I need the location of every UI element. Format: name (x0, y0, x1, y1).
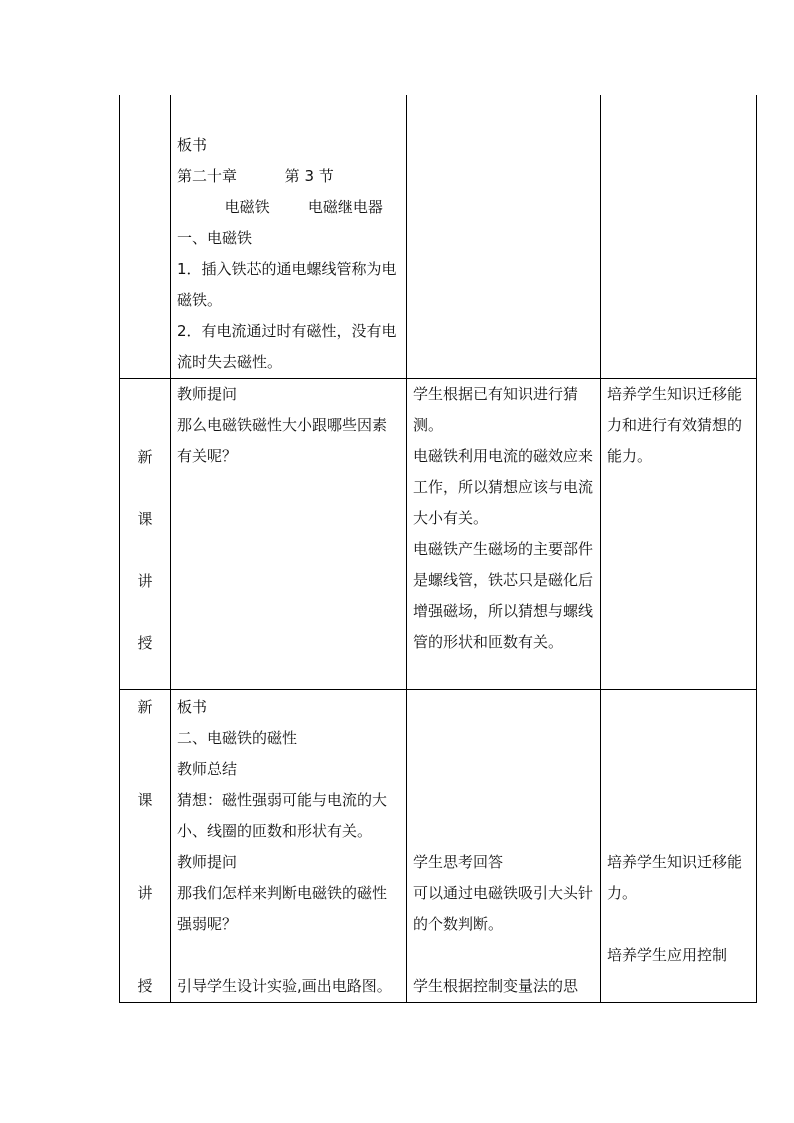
section-heading: 一、电磁铁 (177, 229, 253, 247)
design-intent-text: 培养学生知识迁移能力和进行有效猜想的能力。 (607, 385, 743, 465)
row-label-char: 新 (137, 448, 153, 466)
board-writing-heading: 板书 (177, 136, 208, 154)
chapter-line: 第二十章 第 3 节 (177, 167, 334, 185)
design-intent-text: 培养学生知识迁移能力。 (607, 853, 743, 902)
student-activity-cell (407, 95, 601, 379)
design-intent-cell (601, 95, 757, 379)
teacher-guidance-text: 引导学生设计实验,画出电路图。 (177, 977, 392, 995)
teacher-summary-heading: 教师总结 (177, 760, 238, 778)
definition-point-1: 1．插入铁芯的通电螺线管称为电磁铁。 (177, 260, 397, 309)
teacher-question-text: 那么电磁铁磁性大小跟哪些因素有关呢？ (177, 416, 388, 465)
row-label-char: 授 (137, 634, 153, 652)
student-response: 可以通过电磁铁吸引大头针的个数判断。 (413, 884, 594, 933)
student-response: 学生根据已有知识进行猜测。 (413, 385, 579, 434)
student-response: 电磁铁利用电流的磁效应来工作，所以猜想应该与电流大小有关。 (413, 447, 594, 527)
row-label-cell (120, 95, 171, 379)
blank-line (177, 940, 400, 971)
design-intent-cell (601, 690, 757, 1003)
definition-point-2: 2．有电流通过时有磁性，没有电流时失去磁性。 (177, 322, 397, 371)
teacher-activity-cell (171, 95, 407, 379)
row-label-char: 课 (137, 791, 153, 809)
student-activity-cell (407, 379, 601, 690)
student-response: 电磁铁产生磁场的主要部件是螺线管，铁芯只是磁化后增强磁场，所以猜想与螺线管的形状和匝数有关。 (413, 540, 594, 651)
lesson-plan-table (119, 95, 757, 1003)
lesson-title: 电磁铁 电磁继电器 (177, 198, 383, 216)
table-row (120, 379, 757, 690)
table-row (120, 95, 757, 379)
design-intent-text: 培养学生应用控制 (607, 946, 728, 964)
row-label-char: 讲 (137, 572, 153, 590)
student-response: 学生根据控制变量法的思 (413, 977, 579, 995)
teacher-question-heading: 教师提问 (177, 385, 238, 403)
teacher-question-text: 那我们怎样来判断电磁铁的磁性强弱呢？ (177, 884, 388, 933)
student-activity-cell (407, 690, 601, 1003)
row-label-char: 授 (137, 977, 153, 995)
row-label-cell (120, 379, 171, 690)
table-row (120, 690, 757, 1003)
row-label-cell (120, 690, 171, 1003)
section-heading: 二、电磁铁的磁性 (177, 729, 298, 747)
hypothesis-text: 猜想：磁性强弱可能与电流的大小、线圈的匝数和形状有关。 (177, 791, 388, 840)
teacher-activity-cell (171, 690, 407, 1003)
student-response: 学生思考回答 (413, 853, 504, 871)
row-label-char: 讲 (137, 884, 153, 902)
teacher-activity-cell (171, 379, 407, 690)
board-writing-heading: 板书 (177, 698, 208, 716)
row-label-char: 新 (137, 698, 153, 716)
teacher-question-heading: 教师提问 (177, 853, 238, 871)
design-intent-cell (601, 379, 757, 690)
row-label-char: 课 (137, 510, 153, 528)
